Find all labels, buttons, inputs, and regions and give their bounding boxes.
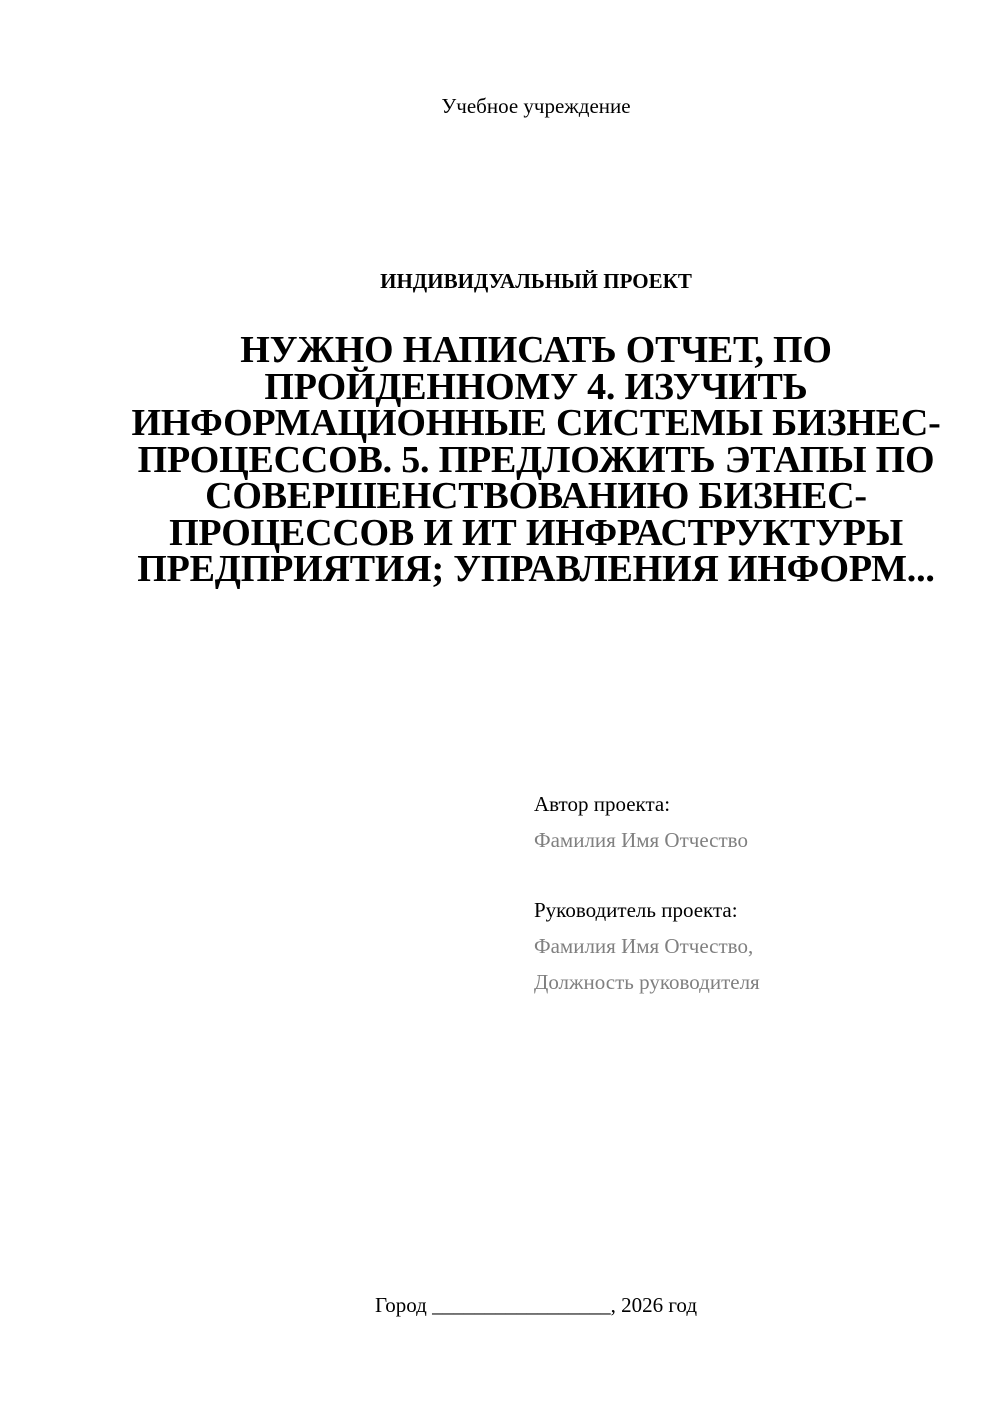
supervisor-name-placeholder: Фамилия Имя Отчество, [534, 934, 754, 958]
author-name-placeholder: Фамилия Имя Отчество [534, 828, 748, 852]
city-year-line: Город _________________, 2026 год [374, 1293, 698, 1317]
project-title: НУЖНО НАПИСАТЬ ОТЧЕТ, ПО ПРОЙДЕННОМУ 4. ИЗУЧИТЬ ИНФОРМАЦИОННЫЕ СИСТЕМЫ БИЗНЕС-ПРОЦЕССОВ. 5. ПРЕДЛОЖИТЬ ЭТАПЫ ПО СОВЕРШЕНСТВОВАНИЮ БИЗНЕС-ПРОЦЕССОВ И ИТ ИНФРАСТРУКТУРЫ ПРЕДПРИЯТИЯ; УПРАВЛЕНИЯ ИНФОРМ... [131, 329, 941, 590]
institution-name: Учебное учреждение [441, 94, 631, 118]
author-label: Автор проекта: [534, 792, 671, 816]
supervisor-position-placeholder: Должность руководителя [534, 970, 760, 994]
project-type-heading: ИНДИВИДУАЛЬНЫЙ ПРОЕКТ [380, 269, 692, 293]
supervisor-label: Руководитель проекта: [534, 898, 738, 922]
supervisor-block [534, 896, 954, 996]
author-block [534, 790, 954, 854]
